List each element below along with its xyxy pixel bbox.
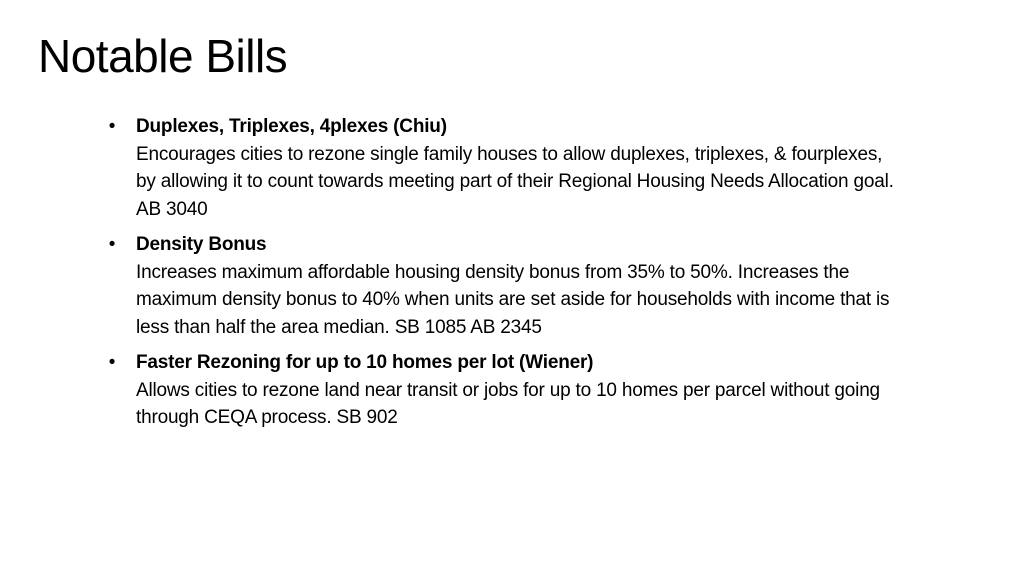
bill-description: Encourages cities to rezone single family houses to allow duplexes, triplexes, & fourplexes, by allowing it to count towards meeting part of their Regional Housing Needs Allocation goal. AB 3040 bbox=[136, 143, 894, 220]
bill-heading: Duplexes, Triplexes, 4plexes (Chiu) bbox=[136, 116, 447, 137]
bullet-icon: • bbox=[108, 352, 116, 373]
bullet-icon: • bbox=[108, 234, 116, 255]
bill-heading: Density Bonus bbox=[136, 234, 267, 255]
bill-description: Increases maximum affordable housing density bonus from 35% to 50%. Increases the maximum density bonus to 40% when units are set aside for households with income that is less than half the area median. SB 1085 AB 2345 bbox=[136, 261, 890, 338]
bill-list bbox=[105, 113, 895, 440]
slide-title: Notable Bills bbox=[38, 30, 288, 82]
bill-item-faster-rezoning bbox=[105, 349, 895, 432]
bill-item-density-bonus bbox=[105, 231, 895, 341]
bill-heading: Faster Rezoning for up to 10 homes per lot (Wiener) bbox=[136, 352, 594, 373]
bill-description: Allows cities to rezone land near transit or jobs for up to 10 homes per parcel without going through CEQA process. SB 902 bbox=[136, 379, 880, 428]
bullet-icon: • bbox=[108, 116, 116, 137]
bill-item-duplexes bbox=[105, 113, 895, 223]
